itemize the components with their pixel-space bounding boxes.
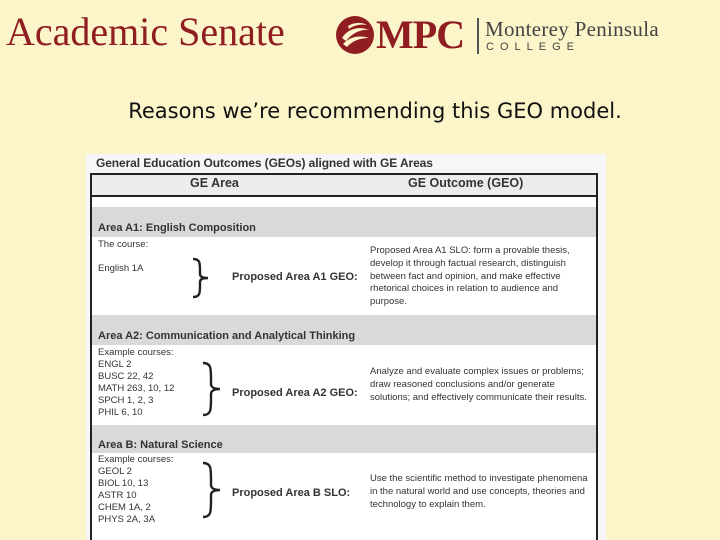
slide-subtitle: Reasons we’re recommending this GEO model. xyxy=(128,99,622,123)
course-item: ASTR 10 xyxy=(98,490,137,501)
section-band-a1 xyxy=(92,207,596,237)
college-logo xyxy=(334,14,714,58)
logo-abbreviation: MPC xyxy=(376,12,465,57)
section-title: Area B: Natural Science xyxy=(98,439,223,451)
table-header-row xyxy=(92,175,596,197)
page-title: Academic Senate xyxy=(6,9,285,54)
mpc-emblem-icon xyxy=(334,14,376,56)
section-intro: Example courses: xyxy=(98,454,174,465)
course-item: CHEM 1A, 2 xyxy=(98,502,151,513)
right-brace-icon xyxy=(200,461,226,519)
right-brace-icon xyxy=(200,361,226,417)
section-intro: Example courses: xyxy=(98,347,174,358)
logo-divider xyxy=(477,18,479,54)
course-item: SPCH 1, 2, 3 xyxy=(98,395,154,406)
section-band-a2 xyxy=(92,315,596,345)
logo-college-subtitle: COLLEGE xyxy=(486,41,580,53)
right-brace-icon xyxy=(190,257,214,299)
course-item: PHYS 2A, 3A xyxy=(98,514,156,525)
table-caption: General Education Outcomes (GEOs) aligned with GE Areas xyxy=(96,156,433,170)
outcome-text: Analyze and evaluate complex issues or problems; draw reasoned conclusions and/or generate solutions; and effectively communicate their results. xyxy=(370,366,587,403)
course-item: BIOL 10, 13 xyxy=(98,478,149,489)
proposed-geo-label: Proposed Area B SLO: xyxy=(232,487,351,499)
section-intro: The course: xyxy=(98,239,149,250)
geo-table xyxy=(86,154,606,540)
outcome-text: Proposed Area A1 SLO: form a provable thesis, develop it through factual research, distinguish between fact and opinion, and make effective rhetorical choices in relation to audience and purpose. xyxy=(370,245,570,308)
section-band-b xyxy=(92,425,596,453)
proposed-geo-label: Proposed Area A1 GEO: xyxy=(232,271,358,283)
outcome-text: Use the scientific method to investigate phenomena in the natural world and use concepts, theories and technology to explain them. xyxy=(370,473,588,510)
course-item: ENGL 2 xyxy=(98,359,132,370)
column-header-ge-outcome: GE Outcome (GEO) xyxy=(408,176,524,190)
table-frame xyxy=(90,173,598,540)
course-item: MATH 263, 10, 12 xyxy=(98,383,175,394)
section-title: Area A1: English Composition xyxy=(98,222,256,234)
course-item: BUSC 22, 42 xyxy=(98,371,154,382)
logo-college-name: Monterey Peninsula xyxy=(485,17,659,41)
proposed-geo-label: Proposed Area A2 GEO: xyxy=(232,387,358,399)
section-title: Area A2: Communication and Analytical Thinking xyxy=(98,330,356,342)
column-header-ge-area: GE Area xyxy=(190,176,239,190)
course-item: PHIL 6, 10 xyxy=(98,407,143,418)
course-item: English 1A xyxy=(98,263,144,274)
course-item: GEOL 2 xyxy=(98,466,132,477)
